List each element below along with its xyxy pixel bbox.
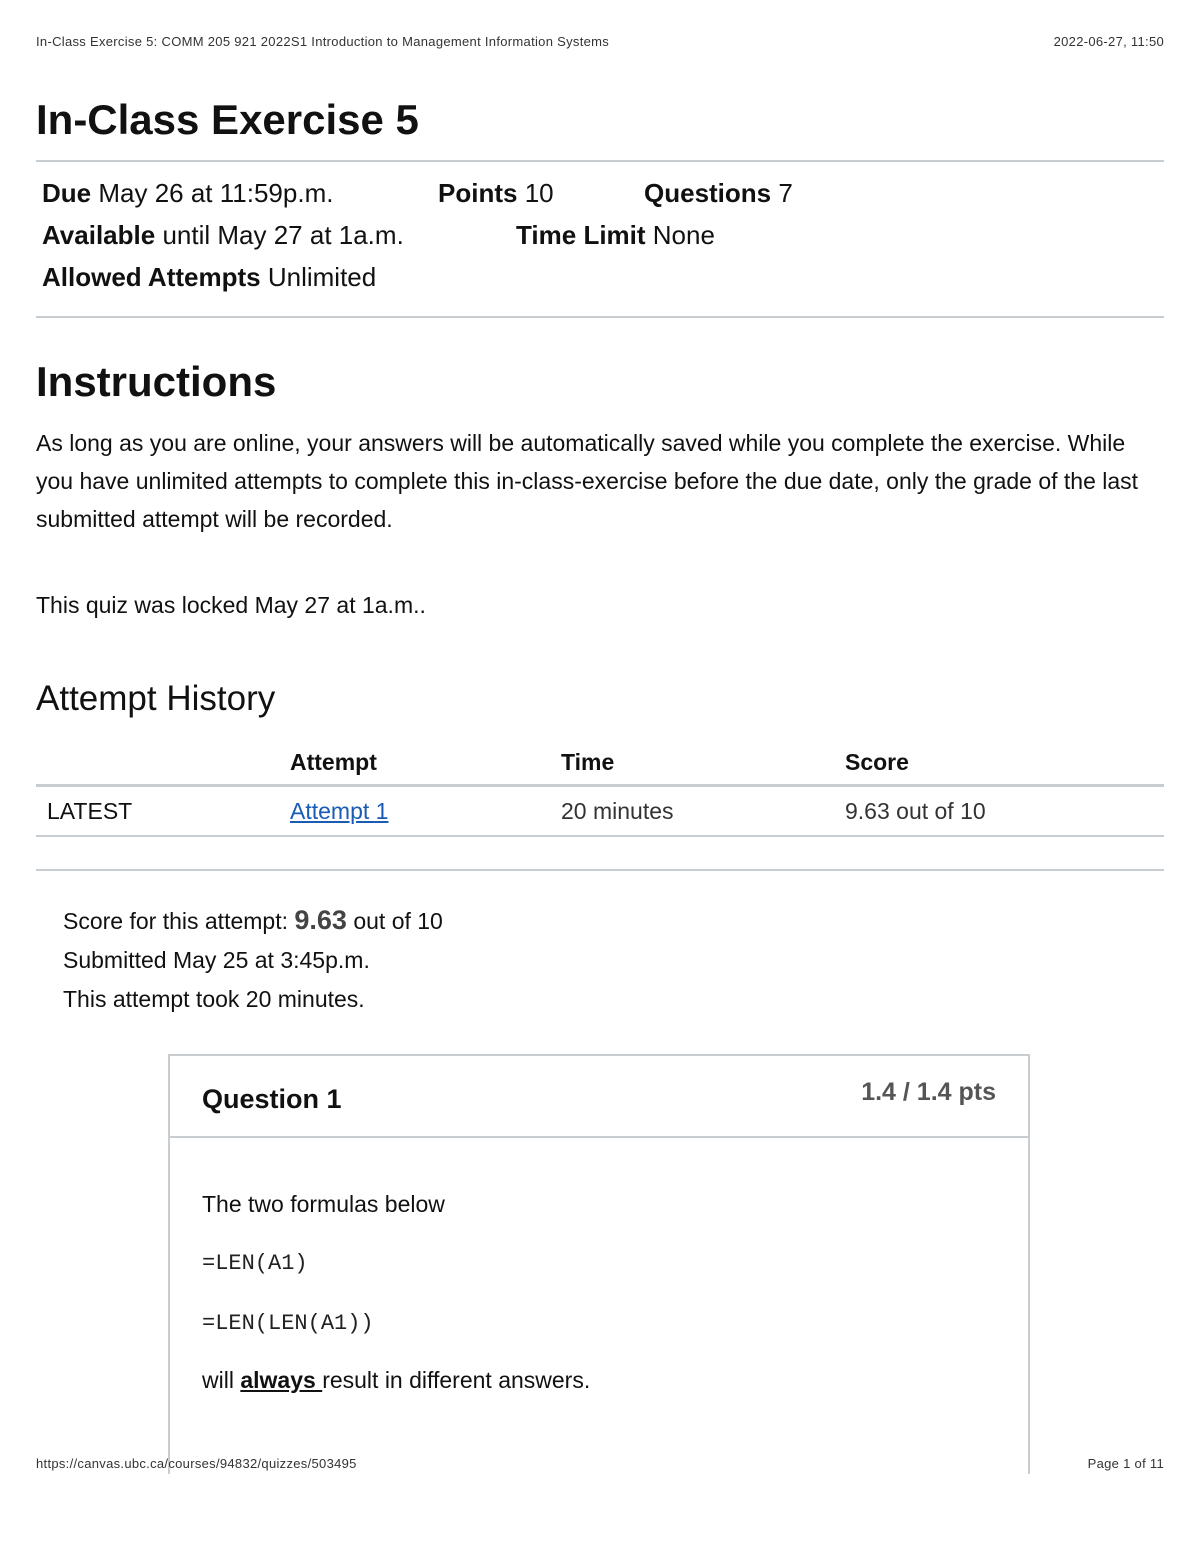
questions-label: Questions xyxy=(644,178,772,208)
formula-1: =LEN(A1) xyxy=(202,1251,308,1276)
attempt-score: 9.63 out of 10 xyxy=(845,786,1164,837)
quiz-details xyxy=(36,162,1164,316)
quiz-details-row xyxy=(42,214,1158,256)
question-header xyxy=(170,1056,1028,1138)
quiz-content xyxy=(36,90,1164,1019)
time-limit-value: None xyxy=(652,220,715,250)
available-label: Available xyxy=(42,220,156,250)
allowed-attempts-label: Allowed Attempts xyxy=(42,262,261,292)
print-header-title: In-Class Exercise 5: COMM 205 921 2022S1 Introduction to Management Information Systems xyxy=(36,34,610,49)
score-prefix: Score for this attempt: xyxy=(63,908,295,934)
question-intro: The two formulas below xyxy=(202,1191,445,1217)
score-suffix: out of 10 xyxy=(346,908,443,934)
quiz-details-row xyxy=(42,256,1158,298)
due-label: Due xyxy=(42,178,92,208)
time-limit xyxy=(516,214,715,256)
print-footer-url: https://canvas.ubc.ca/courses/94832/quizzes/503495 xyxy=(36,1456,357,1471)
duration-line: This attempt took 20 minutes. xyxy=(63,986,365,1012)
allowed-attempts xyxy=(42,256,376,298)
print-footer xyxy=(36,1456,1164,1471)
statement-emphasis: always xyxy=(240,1367,323,1393)
question-statement xyxy=(202,1364,996,1396)
points-value: 10 xyxy=(524,178,554,208)
page-title: In-Class Exercise 5 xyxy=(36,96,419,143)
quiz-details-row xyxy=(42,172,1158,214)
questions-count xyxy=(644,172,793,214)
statement-end: result in different answers. xyxy=(322,1367,591,1393)
due-value: May 26 at 11:59p.m. xyxy=(98,178,334,208)
attempt-link[interactable]: Attempt 1 xyxy=(290,797,389,824)
attempt-cell xyxy=(290,786,561,837)
divider xyxy=(36,869,1164,871)
formula-2: =LEN(LEN(A1)) xyxy=(202,1311,374,1336)
due-date xyxy=(42,172,438,214)
column-header-score: Score xyxy=(845,740,1164,786)
submitted-line: Submitted May 25 at 3:45p.m. xyxy=(63,947,370,973)
table-row xyxy=(36,786,1164,837)
print-header xyxy=(36,34,1164,49)
divider xyxy=(36,316,1164,318)
print-footer-page: Page 1 of 11 xyxy=(1087,1456,1164,1471)
question-body xyxy=(170,1138,1028,1396)
instructions-heading: Instructions xyxy=(36,358,277,405)
score-line xyxy=(63,901,1164,941)
points xyxy=(438,172,644,214)
statement-start: will xyxy=(202,1367,241,1393)
attempt-history-heading: Attempt History xyxy=(36,679,276,718)
column-header xyxy=(36,740,290,786)
attempt-status: LATEST xyxy=(36,786,290,837)
print-header-timestamp: 2022-06-27, 11:50 xyxy=(1053,34,1164,49)
score-summary xyxy=(63,901,1164,1019)
attempt-history-table xyxy=(36,740,1164,837)
question-points: 1.4 / 1.4 pts xyxy=(861,1078,996,1106)
questions-value: 7 xyxy=(778,178,793,208)
points-label: Points xyxy=(438,178,518,208)
question-title: Question 1 xyxy=(202,1084,342,1114)
allowed-attempts-value: Unlimited xyxy=(267,262,377,292)
column-header-time: Time xyxy=(561,740,845,786)
availability xyxy=(42,214,516,256)
table-header-row xyxy=(36,740,1164,786)
available-value: until May 27 at 1a.m. xyxy=(162,220,404,250)
instructions-text: As long as you are online, your answers will be automatically saved while you complete the exercise. While you have unlimited attempts to complete this in-class-exercise before the due date, only the grade of the last submitted attempt will be recorded. xyxy=(36,430,1139,532)
score-value: 9.63 xyxy=(294,905,347,935)
question-card xyxy=(168,1054,1030,1474)
time-limit-label: Time Limit xyxy=(516,220,646,250)
attempt-time: 20 minutes xyxy=(561,786,845,837)
column-header-attempt: Attempt xyxy=(290,740,561,786)
locked-notice: This quiz was locked May 27 at 1a.m.. xyxy=(36,592,426,618)
